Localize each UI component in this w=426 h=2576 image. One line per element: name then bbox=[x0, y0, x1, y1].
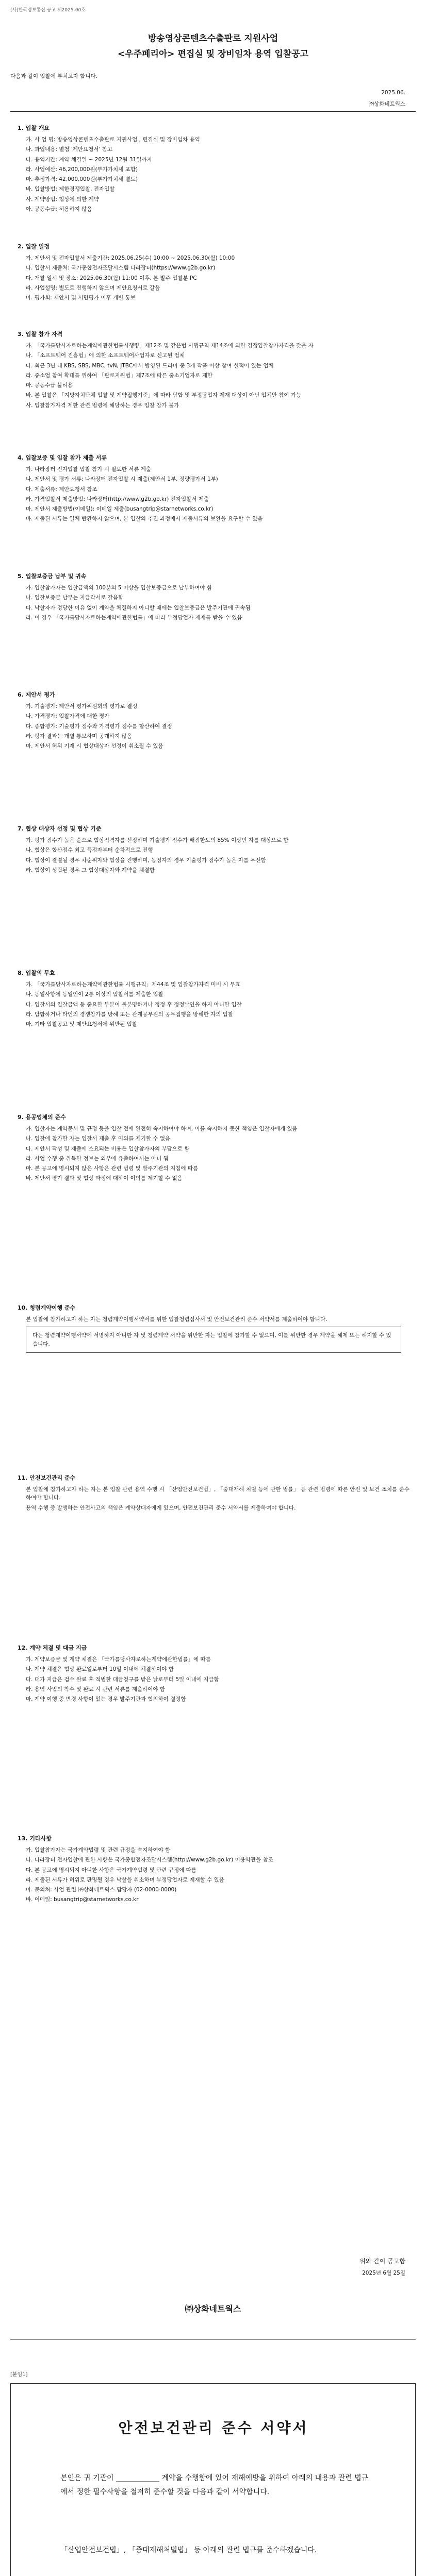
document-reference: (사)한국정보통신 공고 제2025-00호 bbox=[10, 8, 86, 13]
pledge-form-title: 안전보건관리 준수 서약서 bbox=[118, 2419, 309, 2436]
section-item: 다. 낙찰자가 정당한 이유 없이 계약을 체결하지 아니할 때에는 입찰보증금은 발주기관에 귀속됨 bbox=[26, 604, 251, 611]
section-item: 바. 본 입찰은 「지방자치단체 입찰 및 계약집행기준」에 따라 담합 및 부정당업자 제재 대상이 아닌 업체만 참여 가능 bbox=[26, 392, 302, 399]
section-item: 가. 「국가를당사자로하는계약에관한법률 시행규칙」제44조 및 입찰참가자격 미비 시 무효 bbox=[26, 981, 241, 988]
section-item: 라. 담합하거나 타인의 경쟁참가를 방해 또는 관계공무원의 공무집행을 방해한 자의 입찰 bbox=[26, 1011, 233, 1018]
section-heading: 12. 계약 체결 및 대금 지급 bbox=[18, 1645, 87, 1651]
pledge-form-sheet bbox=[10, 2365, 416, 2576]
section-5 bbox=[18, 572, 409, 623]
section-item: 마. 문의처: 사업 관련 ㈜상화네트웍스 담당자 (02-0000-0000) bbox=[26, 1887, 177, 1893]
section-9 bbox=[18, 1113, 409, 1184]
section-item: 나. 입찰서 제출처: 국가종합전자조달시스템 나라장터(https://www.g2b.go.kr) bbox=[26, 265, 216, 272]
section-heading: 8. 입찰의 무효 bbox=[18, 970, 55, 976]
section-heading: 2. 입찰 일정 bbox=[18, 243, 50, 250]
section-item: 나. 「소프트웨어 진흥법」에 의한 소프트웨어사업자로 신고된 업체 bbox=[26, 352, 185, 359]
section-item: 나. 가격평가: 입찰가격에 대한 평가 bbox=[26, 713, 110, 720]
section-item: 마. 공동수급 불허용 bbox=[26, 382, 73, 389]
closing-org: ㈜상화네트웍스 bbox=[185, 2304, 241, 2314]
section-heading: 1. 입찰 개요 bbox=[18, 125, 50, 131]
notice-date: 2025.06. bbox=[381, 90, 405, 96]
section-item: 바. 제안서 평가 결과 및 협상 과정에 대하여 이의를 제기할 수 없음 bbox=[26, 1175, 183, 1182]
attachment-label: [붙임1] bbox=[10, 2372, 28, 2378]
section-heading: 4. 입찰보증 및 입찰 참가 제출 서류 bbox=[18, 454, 107, 461]
section-item: 나. 나라장터 전자입찰에 관한 사항은 국가종합전자조달시스템(http://www.g2b.go.kr) 이용약관을 참조 bbox=[26, 1857, 273, 1863]
section-item: 바. 제출된 서류는 일체 반환하지 않으며, 본 입찰의 추진 과정에서 제출서류의 보완을 요구할 수 있음 bbox=[26, 516, 263, 522]
section-item: 다. 제출서류: 제안요청서 참조 bbox=[26, 486, 97, 493]
section-item: 나. 과업내용: 별첨 '제안요청서' 참고 bbox=[26, 146, 113, 153]
section-item: 라. 사업 수행 중 취득한 정보는 외부에 유출하여서는 아니 됨 bbox=[26, 1155, 169, 1162]
section-heading: 10. 청렴계약이행 준수 bbox=[18, 1304, 76, 1311]
section-item: 마. 제안서 제출방법(이메일): 이메일 제출(busangtrip@starnetworks.co.kr) bbox=[26, 506, 214, 513]
section-item: 라. 가격입찰서 제출방법: 나라장터(http://www.g2b.go.kr) 전자입찰서 제출 bbox=[26, 496, 209, 502]
title-line-1: 방송영상콘텐츠수출판로 지원사업 bbox=[148, 33, 278, 44]
section-item: 사. 계약방법: 협상에 의한 계약 bbox=[26, 196, 99, 202]
section-item: 본 입찰에 참가하고자 하는 자는 본 입찰 관련 용역 수행 시 「산업안전보건법」, 「중대재해 처벌 등에 관한 법률」 등 관련 법령에 따른 안전 및 보건 조치를 준수하여야 합니다. bbox=[26, 1486, 409, 1501]
section-item: 아. 공동수급: 허용하지 않음 bbox=[26, 206, 92, 212]
section-item: 가. 나라장터 전자입찰 입찰 참가 시 필요한 서류 제출 bbox=[26, 466, 152, 473]
section-10 bbox=[18, 1303, 409, 1356]
section-item: 가. 평가 점수가 높은 순으로 협상적격자를 선정하며 기술평가 점수가 배점한도의 85% 이상인 자를 대상으로 함 bbox=[26, 837, 289, 844]
section-item: 다. 개찰 일시 및 장소: 2025.06.30(월) 11:00 이후, 본 발주 입찰분 PC bbox=[26, 275, 197, 281]
end-divider bbox=[10, 2339, 416, 2340]
section-item: 가. 제안서 및 전자입찰서 제출기간: 2025.06.25(수) 10:00 ~ 2025.06.30(월) 10:00 bbox=[26, 255, 235, 262]
notice-document bbox=[10, 0, 416, 2365]
closing-date: 2025년 6월 25일 bbox=[362, 2270, 405, 2276]
section-item: 나. 입찰에 참가한 자는 입찰서 제출 후 이의를 제기할 수 없음 bbox=[26, 1136, 171, 1142]
section-item: 용역 수행 중 발생하는 안전사고의 책임은 계약상대자에게 있으며, 안전보건관리 준수 서약서를 제출하여야 합니다. bbox=[26, 1504, 296, 1511]
section-item: 마. 계약 이행 중 변경 사항이 있는 경우 발주기관과 협의하여 결정함 bbox=[26, 1696, 186, 1703]
section-item: 라. 용역 사업의 착수 및 완료 시 관련 서류를 제출하여야 함 bbox=[26, 1686, 166, 1692]
section-heading: 11. 안전보건관리 준수 bbox=[18, 1475, 76, 1481]
section-heading: 7. 협상 대상자 선정 및 협상 기준 bbox=[18, 825, 102, 832]
section-item: 다. 종합평가: 기술평가 점수와 가격평가 점수를 합산하여 결정 bbox=[26, 723, 172, 730]
section-item: 라. 평가 결과는 개별 통보하며 공개하지 않음 bbox=[26, 733, 132, 739]
section-heading: 6. 제안서 평가 bbox=[18, 691, 55, 698]
section-item: 나. 계약 체결은 협상 완료일로부터 10일 이내에 체결하여야 함 bbox=[26, 1666, 174, 1673]
title-line-2: <우주페리아> 편집실 및 장비임차 용역 입찰공고 bbox=[117, 49, 309, 59]
section-3 bbox=[18, 330, 409, 411]
section-1 bbox=[18, 124, 409, 215]
section-item: 마. 평가회: 제안서 및 서면평가 이후 개별 통보 bbox=[26, 295, 136, 301]
section-item: 나. 입찰보증금 납부는 지급각서로 갈음함 bbox=[26, 595, 124, 601]
section-item: 바. 입찰방법: 제한경쟁입찰, 전자입찰 bbox=[26, 186, 115, 193]
notice-box: 다는 청렴계약이행서약에 서명하지 아니한 자 및 청렴계약 서약을 위반한 자는 입찰에 참가할 수 없으며, 이를 위반한 경우 계약을 해제 또는 해지할 수 있습니다. bbox=[26, 1327, 401, 1353]
section-item: 바. 이메일: busangtrip@starnetworks.co.kr bbox=[26, 1896, 139, 1903]
section-item: 마. 기타 입찰공고 및 제안요청서에 위반된 입찰 bbox=[26, 1021, 138, 1028]
section-item: 다. 본 공고에 명시되지 아니한 사항은 국가계약법령 및 관련 규정에 따름 bbox=[26, 1867, 196, 1873]
section-item: 다. 대가 지급은 검수 완료 후 적법한 대금청구를 받은 날로부터 5일 이내에 지급함 bbox=[26, 1676, 219, 1683]
section-item: 라. 사업설명: 별도로 진행하지 않으며 제안요청서로 갈음 bbox=[26, 284, 160, 291]
section-item: 가. 계약보증금 및 계약 체결은 「국가를당사자로하는계약에관한법률」에 따름 bbox=[26, 1656, 211, 1663]
section-item: 라. 중소업 참여 확대를 위하여 「판로지원법」제7조에 따른 중소기업자로 제한 bbox=[26, 372, 213, 379]
section-item: 다. 용역기간: 계약 체결일 ~ 2025년 12월 31일까지 bbox=[26, 156, 152, 163]
section-item: 다. 최근 3년 내 KBS, SBS, MBC, tvN, JTBC에서 방영된 드라마 중 3개 작품 이상 참여 실적이 있는 업체 bbox=[26, 362, 274, 369]
section-item: 라. 사업예산: 46,200,000원(부가가치세 포함) bbox=[26, 166, 138, 173]
section-item: 가. 사 업 명: 방송영상콘텐츠수출판로 지원사업 , 편집실 및 장비임차 용역 bbox=[26, 137, 200, 143]
section-13 bbox=[18, 1834, 409, 1906]
section-6 bbox=[18, 690, 409, 752]
section-item: 가. 입찰참가자는 입찰금액의 100분의 5 이상을 입찰보증금으로 납부하여야 함 bbox=[26, 585, 212, 591]
section-heading: 9. 용공업체의 준수 bbox=[18, 1114, 66, 1121]
section-item: 다. 제안서 작성 및 제출에 소요되는 비용은 입찰참가자의 부담으로 함 bbox=[26, 1145, 190, 1152]
section-8 bbox=[18, 969, 409, 1030]
section-item: 라. 제출된 서류가 허위로 판명될 경우 낙찰을 취소하며 부정당업자로 제재할 수 있음 bbox=[26, 1876, 224, 1883]
section-item: 본 입찰에 참가하고자 하는 자는 청렴계약이행서약서를 위한 입찰청렴심사서 및 안전보건관리 준수 서약서를 제출하여야 합니다. bbox=[26, 1316, 327, 1323]
section-item: 나. 제안서 및 평가 서류: 나라장터 전자입찰 시 제출(제안서 1부, 정량평가서 1부) bbox=[26, 476, 218, 483]
section-item: 나. 동일사항에 동일인이 2통 이상의 입찰서를 제출한 입찰 bbox=[26, 991, 163, 998]
section-item: 가. 「국가를당사자로하는계약에관한법률시행령」제12조 및 같은법 시행규칙 제14조에 의한 경쟁입찰참가자격을 갖춘 자 bbox=[26, 343, 314, 349]
section-item: 라. 이 경우 「국가를당사자로하는계약에관한법률」에 따라 부정당업자 제재를 받을 수 있음 bbox=[26, 614, 242, 621]
section-2 bbox=[18, 242, 409, 303]
section-11 bbox=[18, 1473, 409, 1514]
pledge-para-2: 「산업안전보건법」, 「중대재해처벌법」 등 아래의 관련 법규를 준수하겠습니다. bbox=[60, 2546, 317, 2554]
intro-text: 다음과 같이 입찰에 부치고자 합니다. bbox=[10, 73, 97, 79]
section-heading: 3. 입찰 참가 자격 bbox=[18, 331, 63, 337]
pledge-para-1: 본인은 귀 기관이 ____________ 계약을 수행함에 있어 재해예방을 위하여 아래의 내용과 관련 법규에서 정한 필수사항을 철저히 준수할 것을 다음과 같이 서약합니다. bbox=[60, 2474, 369, 2496]
section-item: 가. 입찰참가자는 국가계약법령 및 관련 규정을 숙지하여야 함 bbox=[26, 1847, 171, 1854]
section-item: 가. 기술평가: 제안서 평가위원회의 평가로 결정 bbox=[26, 703, 138, 710]
section-item: 마. 제안서 허위 기재 시 협상대상자 선정이 취소될 수 있음 bbox=[26, 743, 163, 750]
section-item: 다. 입찰서의 입찰금액 등 중요한 부분이 불분명하거나 정정 후 정정날인을 하지 아니한 입찰 bbox=[26, 1001, 242, 1008]
section-item: 라. 협상이 성립된 경우 그 협상대상자와 계약을 체결함 bbox=[26, 867, 155, 873]
section-item: 마. 본 공고에 명시되지 않은 사항은 관련 법령 및 발주기관의 지침에 따름 bbox=[26, 1165, 199, 1172]
notice-org: ㈜상화네트웍스 bbox=[368, 101, 405, 107]
closing-notice: 위와 같이 공고함 bbox=[359, 2258, 405, 2265]
section-heading: 13. 기타사항 bbox=[18, 1835, 52, 1842]
section-7 bbox=[18, 824, 409, 876]
divider bbox=[10, 111, 416, 112]
section-heading: 5. 입찰보증금 납부 및 귀속 bbox=[18, 573, 87, 580]
section-item: 다. 협상이 결렬될 경우 차순위자와 협상을 진행하며, 동점자의 경우 기술평가 점수가 높은 자를 우선함 bbox=[26, 857, 266, 863]
section-4 bbox=[18, 453, 409, 525]
pledge-form-box bbox=[10, 2383, 416, 2576]
section-12 bbox=[18, 1643, 409, 1705]
section-item: 사. 입찰참가자격 제한 관련 법령에 해당하는 경우 입찰 참가 불가 bbox=[26, 402, 179, 409]
section-item: 가. 입찰자는 계약문서 및 규정 등을 입찰 전에 완전히 숙지하여야 하며, 이를 숙지하지 못한 책임은 입찰자에게 있음 bbox=[26, 1126, 298, 1132]
section-item: 나. 협상은 합산점수 최고 득점자부터 순차적으로 진행 bbox=[26, 847, 153, 854]
section-item: 마. 추정가격: 42,000,000원(부가가치세 별도) bbox=[26, 176, 138, 183]
